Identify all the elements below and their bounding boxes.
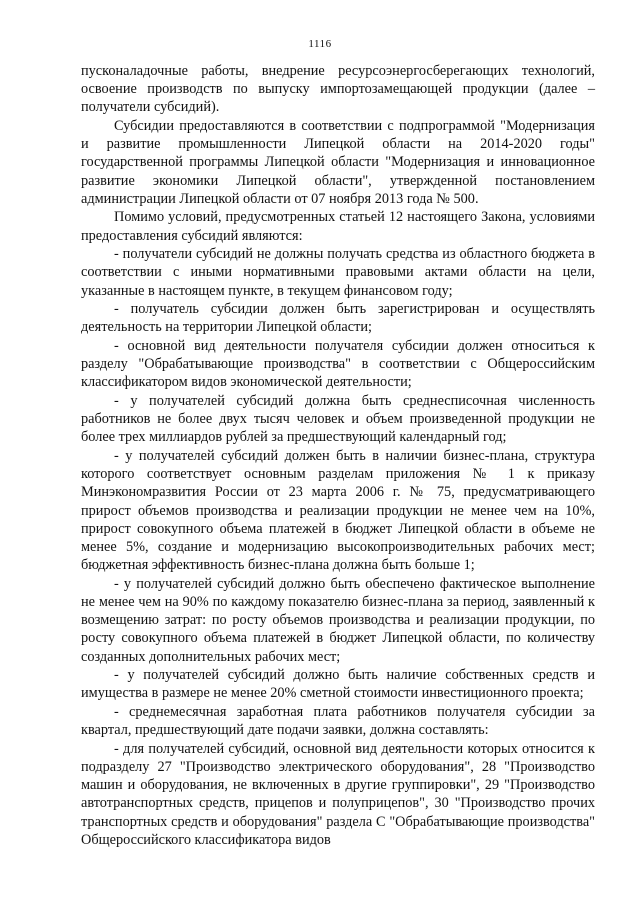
paragraph-1: пусконаладочные работы, внедрение ресурсоэнергосберегающих технологий, освоение производств по выпуску импортозамещающей продукции (далее – получатели субсидий). bbox=[81, 63, 595, 116]
paragraph-9: - у получателей субсидий должно быть обеспечено фактическое выполнение не менее чем на 90% по каждому показателю бизнес-плана за период, заявленный к возмещению затрат: по росту объемов производства и реализации продукции, по росту совокупного объема платежей в бюджет Липецкой области, по количеству созданных дополнительных рабочих мест; bbox=[81, 575, 595, 665]
paragraph-8: - у получателей субсидий должен быть в наличии бизнес-плана, структура которого соответствует основным разделам приложения № 1 к приказу Минэкономразвития России от 23 марта 2006 г. № 75, предусматривающего прирост объемов производства и реализации продукции не менее чем на 10%, прирост совокупного объема платежей в бюджет Липецкой области в объеме не менее 5%, создание и модернизацию высокопроизводительных рабочих мест; бюджетная эффективность бизнес-плана должна быть больше 1; bbox=[81, 448, 595, 574]
paragraph-7: - у получателей субсидий должна быть среднесписочная численность работников не более двух тысяч человек и объем произведенной продукции не более трех миллиардов рублей за предшествующий календарный год; bbox=[81, 393, 595, 446]
paragraph-5: - получатель субсидии должен быть зарегистрирован и осуществлять деятельность на территории Липецкой области; bbox=[81, 301, 595, 336]
paragraph-2: Субсидии предоставляются в соответствии с подпрограммой "Модернизация и развитие промышленности Липецкой области на 2014-2020 годы" государственной программы Липецкой области "Модернизация и инновационное развитие экономики Липецкой области", утвержденной постановлением администрации Липецкой области от 07 ноября 2013 года № 500. bbox=[81, 118, 595, 207]
paragraph-4: - получатели субсидий не должны получать средства из областного бюджета в соответствии с иными нормативными правовыми актами области на цели, указанные в настоящем пункте, в текущем финансовом году; bbox=[81, 246, 595, 299]
paragraph-11: - среднемесячная заработная плата работников получателя субсидии за квартал, предшествующий дате подачи заявки, должна составлять: bbox=[81, 704, 595, 739]
paragraph-12: - для получателей субсидий, основной вид деятельности которых относится к подразделу 27 "Производство электрического оборудования", 28 "Производство машин и оборудования, не включенных в другие группировки", 29 "Производство автотранспортных средств, прицепов и полуприцепов", 30 "Производство прочих транспортных средств и оборудования" раздела С "Обрабатывающие производства" Общероссийского классификатора видов bbox=[81, 740, 595, 848]
page-number: 1116 bbox=[308, 38, 332, 50]
paragraph-3: Помимо условий, предусмотренных статьей 12 настоящего Закона, условиями предоставления субсидий являются: bbox=[81, 209, 595, 244]
document-body bbox=[81, 62, 595, 849]
paragraph-6: - основной вид деятельности получателя субсидии должен относиться к разделу "Обрабатывающие производства" в соответствии с Общероссийским классификатором видов экономической деятельности; bbox=[81, 338, 595, 391]
paragraph-10: - у получателей субсидий должно быть наличие собственных средств и имущества в размере не менее 20% сметной стоимости инвестиционного проекта; bbox=[81, 667, 595, 702]
